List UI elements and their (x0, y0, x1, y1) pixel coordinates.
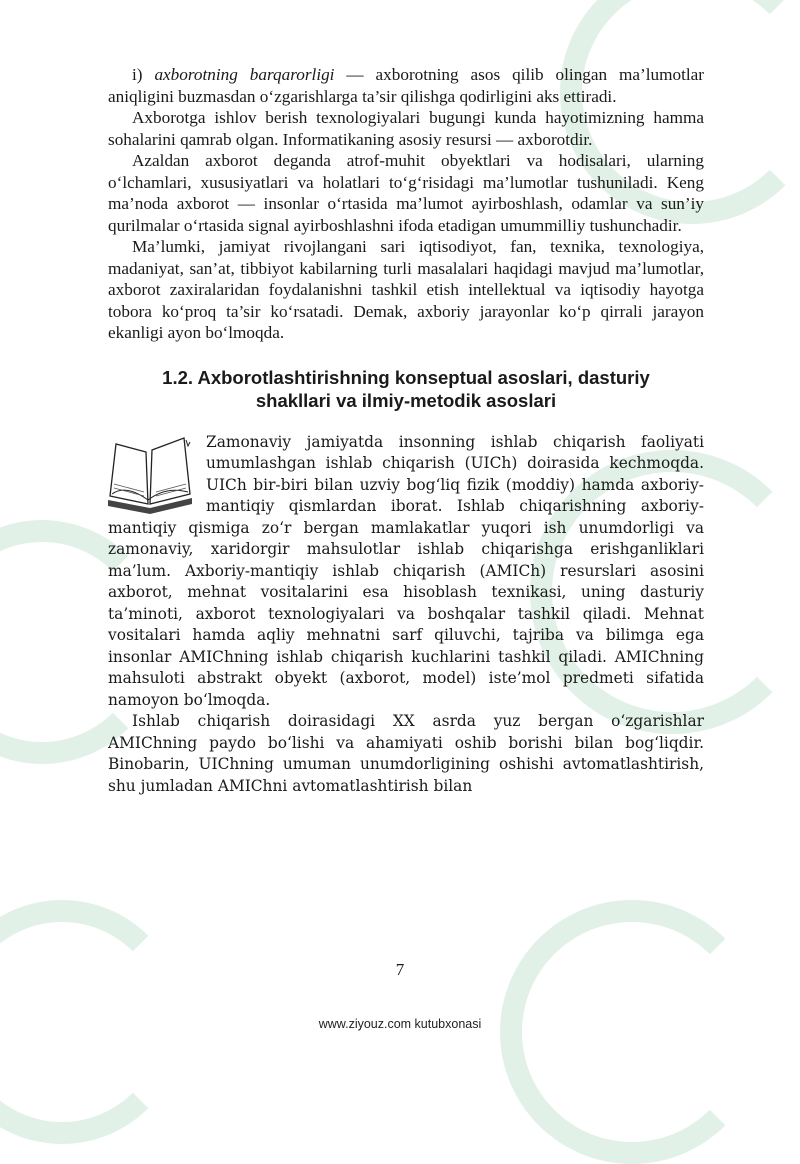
paragraph: Zamonaviy jamiyatda insonning ishlab chiqarish faoliyati umumlashgan ishlab chiqarish (UICh) doirasida kechmoqda. UICh bir-biri bilan uzviy bog‘liq fizik (moddiy) hamda axboriy-mantiqiy qismlardan iborat. Ishlab chiqarishning axboriy-mantiqiy qismiga zo‘r bergan mamlakatlar yuqori ish unumdorligi va zamonaviy, xaridorgir mahsulotlar ishlab chiqarishga erishganliklari ma’lum. Axboriy-mantiqiy ishlab chiqarish (AMICh) resurslari asosini axborot, mehnat vositalarini esa hisoblash texnikasi, uning dasturiy ta’minoti, axborot texnologiyalari va boshqalar tashkil qiladi. Mehnat vositalari hamda aqliy mehnatni sarf qiluvchi, tajriba va bilimga ega insonlar AMIChning ishlab chiqarish kuchlarini tashkil qiladi. AMIChning mahsuloti abstrakt obyekt (axborot, model) iste’mol predmeti sifatida namoyon bo‘lmoqda. (108, 432, 704, 709)
paragraph: i) axborotning barqarorligi — axborotning asos qilib olingan ma’lumotlar aniqligini buzmasdan o‘zgarishlarga ta’sir qilishga qodirligini aks ettiradi. (108, 65, 704, 106)
footer-credit: www.ziyouz.com kutubxonasi (318, 1017, 482, 1031)
paragraph: Ishlab chiqarish doirasidagi XX asrda yuz bergan o‘zgarishlar AMIChning paydo bo‘lishi va ahamiyati oshib borishi bilan bog‘liqdir. Binobarin, UIChning umuman unumdorligining oshishi avtomatlashtirish, shu jumladan AMIChni avtomatlashtirish bilan (108, 712, 704, 795)
watermark-arc (500, 900, 764, 1164)
paragraph: Axborotga ishlov berish texnologiyalari bugungi kunda hayotimizning hamma sohalarini qamrab olgan. Informatikaning asosiy resursi — axborotdir. (108, 108, 704, 149)
page-number: 7 (395, 960, 405, 979)
section-title-line: 1.2. Axborotlashtirishning konseptual asoslari, dasturiy (162, 366, 650, 388)
intro-section (108, 64, 704, 344)
page-content (108, 64, 704, 797)
section-title (108, 366, 704, 412)
term-italic: axborotning barqarorligi (154, 65, 335, 84)
paragraph: Azaldan axborot deganda atrof-muhit obyektlari va hodisalari, ularning o‘lchamlari, xususiyatlari va holatlari to‘g‘risidagi ma’lumotlar tushuniladi. Keng ma’noda axborot — insonlar o‘rtasida ma’lumot ayirboshlash, odamlar va sun’iy qurilmalar o‘rtasida signal ayirboshlashni ifoda etadigan umummilliy tushunchadir. (108, 151, 704, 235)
paragraph: Ma’lumki, jamiyat rivojlangani sari iqtisodiyot, fan, texnika, texnologiya, madaniyat, san’at, tibbiyot kabilarning turli masalalari haqidagi mavjud ma’lumotlar, axborot zaxiralaridan foydalanishni tashkil etish intellektual va iqtisodiy hayotga tobora ko‘proq ta’sir ko‘rsatadi. Demak, axboriy jarayonlar ko‘p qirrali jarayon ekanligi ayon bo‘lmoqda. (108, 237, 704, 342)
open-book-icon (106, 434, 194, 518)
section-body (108, 432, 704, 798)
section-title-line: shakllari va ilmiy-metodik asoslari (255, 389, 557, 411)
section-lead (108, 432, 704, 712)
